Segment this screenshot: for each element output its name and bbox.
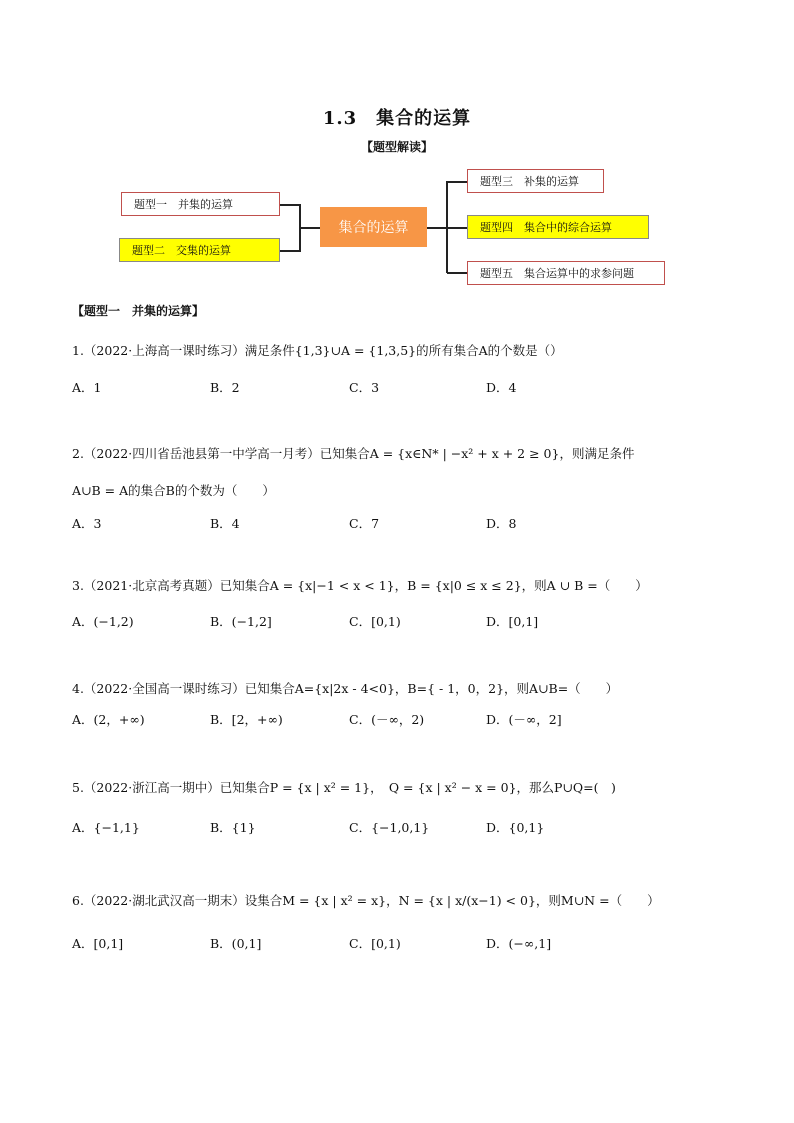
question-5: 5.（2022·浙江高一期中）已知集合P = {x | x² = 1}， Q = {x | x² − x = 0}，那么P∪Q=( ) xyxy=(72,780,616,795)
option-a: A．(2，+∞) xyxy=(72,712,145,727)
question-2: 2.（2022·四川省岳池县第一中学高一月考）已知集合A = {x∈N* | −x² + x + 2 ≥ 0}，则满足条件 xyxy=(72,446,635,461)
connector xyxy=(427,227,447,229)
option-b: B．4 xyxy=(210,516,240,531)
option-b: B．(0,1] xyxy=(210,936,262,951)
option-d: D．[0,1] xyxy=(486,614,539,629)
option-c: C．{−1,0,1} xyxy=(349,820,430,835)
option-c: C．7 xyxy=(349,516,380,531)
option-b: B．{1} xyxy=(210,820,256,835)
option-a: A．3 xyxy=(72,516,102,531)
connector xyxy=(300,227,320,229)
connector xyxy=(447,181,467,183)
mindmap-item-2: 题型二 交集的运算 xyxy=(119,238,280,262)
option-c: C．[0,1) xyxy=(349,614,401,629)
option-d: D．(−∞,1] xyxy=(486,936,552,951)
option-a: A．{−1,1} xyxy=(72,820,140,835)
page-title: 1.3 集合的运算 xyxy=(322,108,472,129)
page-subtitle: 【题型解读】 xyxy=(360,140,433,154)
question-6: 6.（2022·湖北武汉高一期末）设集合M = {x | x² = x}，N = {x | x/(x−1) < 0}，则M∪N =（ ） xyxy=(72,893,660,908)
question-4: 4.（2022·全国高一课时练习）已知集合A={x|2x - 4<0}，B={ - 1，0，2}，则A∪B=（ ） xyxy=(72,681,619,696)
mindmap-item-3: 题型三 补集的运算 xyxy=(467,169,604,193)
section-heading: 【题型一 并集的运算】 xyxy=(72,304,205,318)
mindmap-item-1: 题型一 并集的运算 xyxy=(121,192,280,216)
option-d: D．(－∞，2] xyxy=(486,712,562,727)
mindmap-item-5: 题型五 集合运算中的求参问题 xyxy=(467,261,665,285)
connector xyxy=(280,204,300,206)
option-c: C．3 xyxy=(349,380,380,395)
option-a: A．[0,1] xyxy=(72,936,124,951)
connector xyxy=(280,250,300,252)
option-d: D．{0,1} xyxy=(486,820,545,835)
option-a: A．1 xyxy=(72,380,102,395)
option-b: B．(−1,2] xyxy=(210,614,272,629)
question-3: 3.（2021·北京高考真题）已知集合A = {x|−1 < x < 1}，B = {x|0 ≤ x ≤ 2}，则A ∪ B =（ ） xyxy=(72,578,648,593)
option-a: A．(−1,2) xyxy=(72,614,134,629)
option-c: C．(－∞，2) xyxy=(349,712,425,727)
question-2-line2: A∪B = A的集合B的个数为（ ） xyxy=(72,483,275,498)
option-c: C．[0,1) xyxy=(349,936,401,951)
question-1: 1.（2022·上海高一课时练习）满足条件{1,3}∪A = {1,3,5}的所有集合A的个数是（） xyxy=(72,343,563,358)
option-d: D．4 xyxy=(486,380,517,395)
connector xyxy=(447,227,467,229)
mindmap-item-4: 题型四 集合中的综合运算 xyxy=(467,215,649,239)
option-b: B．2 xyxy=(210,380,240,395)
mindmap-center: 集合的运算 xyxy=(320,207,427,247)
option-b: B．[2，+∞) xyxy=(210,712,283,727)
option-d: D．8 xyxy=(486,516,517,531)
connector xyxy=(447,272,467,274)
